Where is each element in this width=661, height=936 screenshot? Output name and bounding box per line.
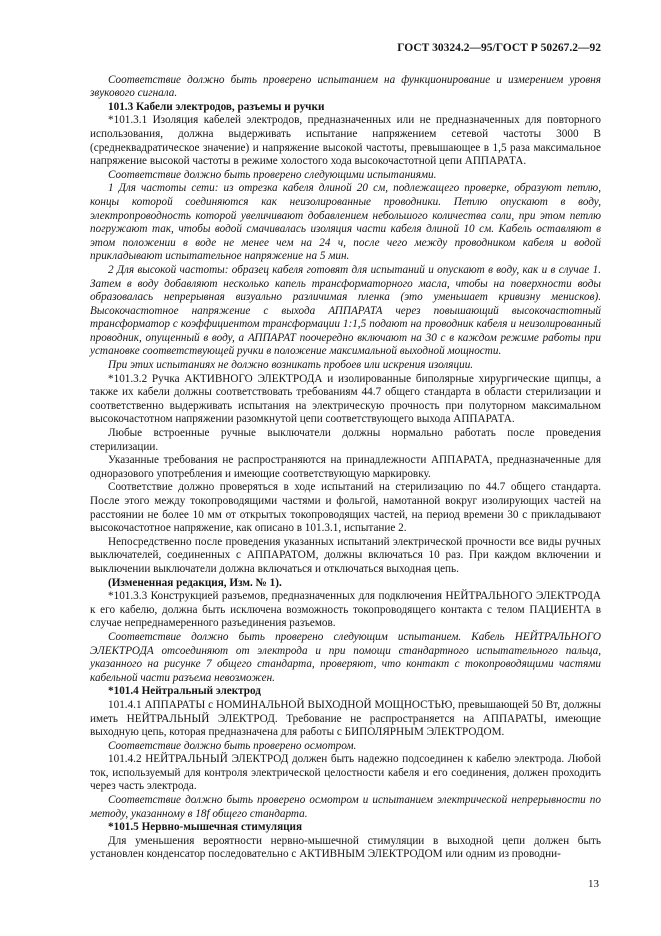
page-number: 13 [588, 878, 599, 890]
paragraph: Соответствие должно быть проверено осмотром и испытанием электрической непрерывности по методу, указанному в 18f общего стандарта. [90, 794, 601, 820]
paragraph: Соответствие должно быть проверено следующими испытаниями. [108, 168, 437, 181]
paragraph: При этих испытаниях не должно возникать пробоев или искрения изоляции. [108, 359, 474, 372]
section-heading: 101.3 Кабели электродов, разъемы и ручки [108, 100, 325, 113]
paragraph: *101.3.1 Изоляция кабелей электродов, предназначенных или не предназначенных для повторного использования, должна выдерживать испытание напряжением сетевой частоты 3000 В (среднеквадратическое значение) и напряжение высокой частоты, превышающее в 1,5 раза максимальное напряжение высокой частоты в режиме холостого хода высокочастотной цепи АППАРАТА. [90, 114, 601, 168]
paragraph: Соответствие должно проверяться в ходе испытаний на стерилизацию по 44.7 общего стандарта. После этого между токопроводящими частями и фольгой, намотанной вокруг изолирующих частей на расстоянии не более 10 мм от открытых токопроводящих частей, на период времени 30 с прикладывают высокочастотное напряжение, как описано в 101.3.1, испытание 2. [90, 481, 601, 535]
paragraph: Для уменьшения вероятности нервно-мышечной стимуляции в выходной цепи должен быть установлен конденсатор последовательно с АКТИВНЫМ ЭЛЕКТРОДОМ или одним из проводни- [90, 834, 601, 861]
paragraph: Соответствие должно быть проверено осмотром. [108, 739, 357, 752]
paragraph: *101.3.3 Конструкцией разъемов, предназначенных для подключения НЕЙТРАЛЬНОГО ЭЛЕКТРОДА к его кабелю, должна быть исключена возможность токопроводящего контакта с телом ПАЦИЕНТА в случае непреднамеренного разъединения разъемов. [90, 590, 601, 630]
paragraph: Указанные требования не распространяются на принадлежности АППАРАТА, предназначенные для одноразового употребления и имеющие соответствующую маркировку. [90, 454, 601, 480]
paragraph: Непосредственно после проведения указанных испытаний электрической прочности все виды ручных выключателей, соединенных с АППАРАТОМ, должны включаться 10 раз. При каждом включении и выключении выключатели должна включаться и отключаться выходная цепь. [90, 535, 601, 575]
paragraph: 101.4.1 АППАРАТЫ с НОМИНАЛЬНОЙ ВЫХОДНОЙ МОЩНОСТЬЮ, превышающей 50 Вт, должны иметь НЕЙТРАЛЬНЫЙ ЭЛЕКТРОД. Требование не распространяется на АППАРАТЫ, имеющие выходную цепь, которая предназначена для работы с БИПОЛЯРНЫМ ЭЛЕКТРОДОМ. [90, 698, 601, 739]
amendment-note: (Измененная редакция, Изм. № 1). [108, 576, 282, 589]
paragraph: Соответствие должно быть проверено испытанием на функционирование и измерением уровня звукового сигнала. [90, 73, 601, 100]
paragraph: *101.3.2 Ручка АКТИВНОГО ЭЛЕКТРОДА и изолированные биполярные хирургические щипцы, а также их кабели должны соответствовать требованиям 44.7 общего стандарта в области стерилизации и соответственно выдерживать испытания на электрическую прочность при полуторном максимальном высокочастотном напряжении разомкнутой цепи соответствующего выхода АППАРАТА. [90, 372, 601, 426]
section-heading: *101.4 Нейтральный электрод [108, 685, 261, 698]
paragraph: 1 Для частоты сети: из отрезка кабеля длиной 20 см, подлежащего проверке, образуют петлю, концы которой соединяются как неизолированные проводники. Петлю опускают в воду, электропроводность которой увеличивают добавлением небольшого количества соли, при этом петлю погружают так, чтобы водой смачивалась изоляция части кабеля длиной 10 см. Кабель оставляют в этом положении в воде не менее чем на 24 ч, после чего между проводником кабеля и водой прикладывают испытательное напряжение на 5 мин. [90, 182, 601, 263]
paragraph: 2 Для высокой частоты: образец кабеля готовят для испытаний и опускают в воду, как и в случае 1. Затем в воду добавляют несколько капель трансформаторного масла, чтобы на поверхности воды образовалась непрерывная визуально различимая пленка (это уменьшает кривизну менисков). Высокочастотное напряжение с выхода АППАРАТА через повышающий высокочастотный трансформатор с коэффициентом трансформации 1:1,5 подают на проводник кабеля и неизолированный проводник, опущенный в воду, а АППАРАТ поочередно включают на 30 с в каждом режиме работы при установке соответствующей ручки в положение максимальной выходной мощности. [90, 263, 601, 358]
paragraph: 101.4.2 НЕЙТРАЛЬНЫЙ ЭЛЕКТРОД должен быть надежно подсоединен к кабелю электрода. Любой ток, используемый для контроля электрической целостности кабеля и его соединения, должен проходить через часть электрода. [90, 753, 601, 793]
page-header: ГОСТ 30324.2—95/ГОСТ Р 50267.2—92 [397, 42, 601, 54]
paragraph: Соответствие должно быть проверено следующим испытанием. Кабель НЕЙТРАЛЬНОГО ЭЛЕКТРОДА отсоединяют от электрода и при помощи стандартного испытательного пальца, указанного на рисунке 7 общего стандарта, проверяют, что контакт с токопроводящими частями кабельной части разъема невозможен. [90, 630, 601, 684]
document-body [90, 74, 601, 862]
section-heading: *101.5 Нервно-мышечная стимуляция [108, 821, 303, 834]
paragraph: Любые встроенные ручные выключатели должны нормально работать после проведения стерилизации. [90, 427, 601, 453]
